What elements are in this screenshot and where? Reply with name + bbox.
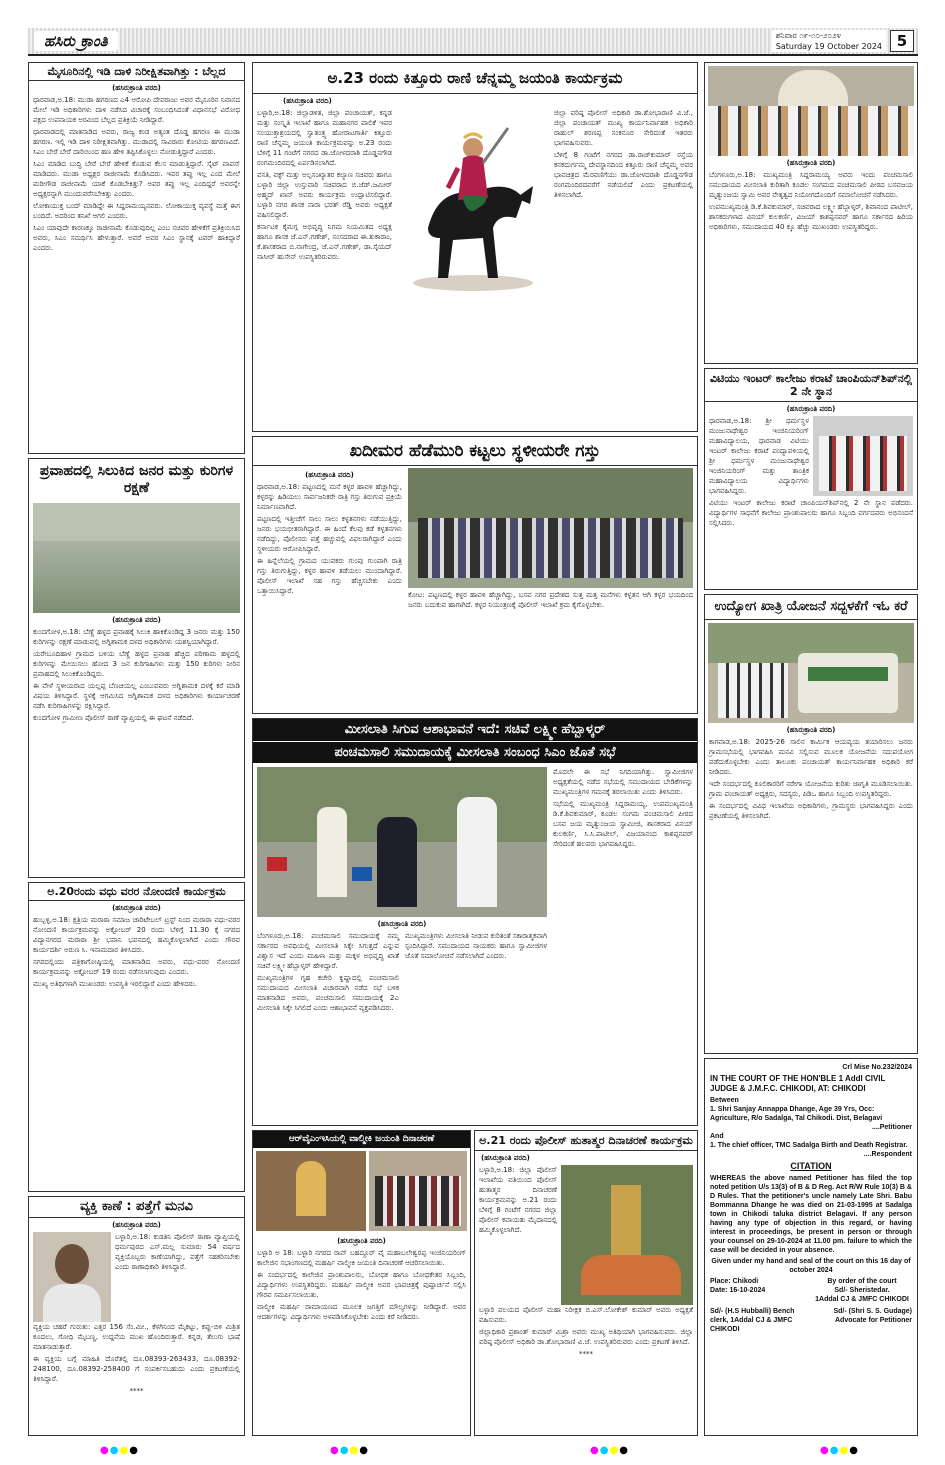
- article-credit: (ಹಸಿರುಕ್ರಾಂತಿ ವರದಿ): [337, 1236, 386, 1245]
- date: Date: 16-10-2024: [710, 1287, 766, 1294]
- and-label: And: [710, 1133, 724, 1140]
- end-mark: ****: [579, 1350, 593, 1359]
- article-body: [257, 108, 392, 302]
- case-number: Crl Mise No.232/2024: [842, 1064, 912, 1071]
- paragraph: ಸಿಎಂ ಮಾಡಿದ ಬುದ್ಧಿ ಬೇರೆ ಬೇರೆ ಹೇಳಿಕೆ ಕೊಡುವ ಕೆಲಸ ಮಾಡುತ್ತಿದ್ದಾರೆ. ಸೈಟ್ ವಾಪಸ್ ಮಾಡಿದರು. ಮುಡಾ ಅಧ್ಯಕ್ಷರ ರಾಜೀನಾಮೆ ಕೊಡಿಸಿದರು. ಇವರ ತಪ್ಪು ಇಲ್ಲ ಎಂದ ಮೇಲೆ ಮರೀಗೌಡ ರಾಜೀನಾಮೆ ಯಾಕೆ ಕೊಡಬೇಕಿತ್ತು? ಅವರ ತಪ್ಪು ಇಲ್ಲ ಎಂದಿದ್ದರೆ ಅವರನ್ನೇ ಅಧ್ಯಕ್ಷರನ್ನಾಗಿ ಮುಂದುವರೆಸಬೇಕಿತ್ತು ಎಂದರು.: [33, 160, 240, 199]
- article-body-continued: [475, 1305, 697, 1359]
- registration-mark: ●●●●: [330, 1445, 369, 1456]
- paragraph: ವಾಲ್ಮೀಕಿ ಮಹರ್ಷಿ ರಾಮಾಯಣದ ಮೂಲಕ ಜಗತ್ತಿಗೆ ಮೌಲ್ಯಗಳನ್ನು ನೀಡಿದ್ದಾರೆ. ಅವರ ಆದರ್ಶಗಳನ್ನು ವಿದ್ಯಾರ್ಥಿಗಳು ಅಳವಡಿಸಿಕೊಳ್ಳಬೇಕು ಎಂದು ಕರೆ ನೀಡಿದರು.: [257, 1302, 466, 1321]
- legal-notice: [704, 1058, 918, 1436]
- article-headline: ಖದೀಮರ ಹೆಡೆಮುರಿ ಕಟ್ಟಲು ಸ್ಥಳೀಯರೇ ಗಸ್ತು: [253, 437, 697, 466]
- place-date: [710, 1277, 765, 1304]
- paragraph: ಈ ಹಿನ್ನೆಲೆಯಲ್ಲಿ ಗ್ರಾಮದ ಯುವಕರು ಗುಂಪು ಗುಂಪಾಗಿ ರಾತ್ರಿ ಗಸ್ತು ತಿರುಗುತ್ತಿದ್ದು, ಕಳ್ಳರ ಹಾವಳಿ ತಡೆಯಲು ಮುಂದಾಗಿದ್ದಾರೆ. ಪೊಲೀಸ್ ಇಲಾಖೆ ಸಹ ಗಸ್ತು ಹೆಚ್ಚಿಸಬೇಕು ಎಂದು ಒತ್ತಾಯಿಸಿದ್ದಾರೆ.: [257, 557, 402, 596]
- article-body: [709, 416, 809, 498]
- paragraph: ಮೊದಲೇ ಈ ಸಭೆ ನಿಗದಿಯಾಗಿತ್ತು. ಸ್ವಾಮೀಜಿಗಳ ಅಧ್ಯಕ್ಷತೆಯಲ್ಲಿ ನಡೆದ ಸಭೆಯಲ್ಲಿ ಸಮುದಾಯದ ಬೇಡಿಕೆಗಳನ್ನು ಮುಖ್ಯಮಂತ್ರಿಗಳ ಗಮನಕ್ಕೆ ತರಲಾಯಿತು ಎಂದು ತಿಳಿಸಿದರು.: [553, 768, 693, 797]
- article-body-right: [554, 108, 693, 302]
- article-cm-meeting: [704, 62, 918, 364]
- column-left: [257, 468, 402, 612]
- paragraph: ಬಳ್ಳಾರಿ ಅ 18: ಬಳ್ಳಾರಿ ನಗರದ ರಾವ್ ಬಹದ್ದೂರ್ ವೈ ಮಹಾಬಲೇಶ್ವರಪ್ಪ ಇಂಜಿನಿಯರಿಂಗ್ ಕಾಲೇಜಿನ ಸಭಾಂಗಣದಲ್ಲಿ ಮಹರ್ಷಿ ವಾಲ್ಮೀಕಿ ಜಯಂತಿ ದಿನಾಚರಣೆ ಆಚರಿಸಲಾಯಿತು.: [257, 1248, 466, 1267]
- article-body: [257, 482, 402, 596]
- paragraph: ಉಪಮುಖ್ಯಮಂತ್ರಿ ಡಿ.ಕೆ.ಶಿವಕುಮಾರ್, ಸಚಿವರಾದ ಲಕ್ಷ್ಮೀ ಹೆಬ್ಬಾಳ್ಕರ್, ಶಿವಾನಂದ ಪಾಟೀಲ್, ಶಾಸಕರುಗಳಾದ ವಿನಯ್ ಕುಲಕರ್ಣಿ, ವಿಜಯ್ ಕಾಶಪ್ಪನವರ್ ಹಾಗೂ ಸರ್ಕಾರದ ಹಿರಿಯ ಅಧಿಕಾರಿಗಳು, ಸಮುದಾಯದ 40 ಕ್ಕೂ ಹೆಚ್ಚು ಮುಖಂಡರು ಉಪಸ್ಥಿತರಿದ್ದರು.: [709, 203, 913, 231]
- page-header: [28, 28, 918, 56]
- article-headline-line-2: ಪಂಚಮಸಾಲಿ ಸಮುದಾಯಕ್ಕೆ ಮೀಸಲಾತಿ ಸಂಬಂಧ ಸಿಎಂ ಜೊತೆ ಸಭೆ: [253, 741, 697, 764]
- paragraph: ಕಾಗವಾಡ,ಅ.18: 2025-26 ಸಾಲಿನ ಕಾರ್ಮಿಕ ಆಯವ್ಯಯ ತಯಾರಿಸಲು ಜನರು ಗ್ರಾಮಸಭೆಯಲ್ಲಿ ಭಾಗವಹಿಸಿ ಮನವಿ ಸಲ್ಲಿಸುವ ಮೂಲಕ ಯೋಜನೆಯ ಸದುಪಯೋಗ ಪಡೆದುಕೊಳ್ಳಬೇಕು ಎಂದು ತಾಲೂಕು ಪಂಚಾಯತ್ ಕಾರ್ಯನಿರ್ವಾಹಕ ಅಧಿಕಾರಿ ಕರೆ ನೀಡಿದರು.: [709, 737, 913, 776]
- article-credit: (ಹಸಿರುಕ್ರಾಂತಿ ವರದಿ): [786, 725, 836, 734]
- article-headline: ಪ್ರವಾಹದಲ್ಲಿ ಸಿಲುಕಿದ ಜನರ ಮತ್ತು ಕುರಿಗಳ ರಕ್ಷಣೆ: [39, 463, 234, 496]
- paragraph: ಜಿಲ್ಲಾ ವರಿಷ್ಠ ಪೊಲೀಸ್ ಅಧಿಕಾರಿ ಡಾ.ಶೋಭಾರಾಣಿ ವಿ.ಜೆ., ಜಿಲ್ಲಾ ಪಂಚಾಯತ್ ಮುಖ್ಯ ಕಾರ್ಯನಿರ್ವಾಹಕ ಅಧಿಕಾರಿ ರಾಹುಲ್ ಶರಣಪ್ಪ ಸಂಕನೂರ ಸೇರಿದಂತೆ ಇತರರು ಭಾಗವಹಿಸುವರು.: [554, 109, 693, 147]
- respondent-role: ....Respondent: [863, 1151, 912, 1158]
- paragraph: ಧಾರವಾಡ,ಅ.18: ಪಟ್ಟಣದಲ್ಲಿ ಮನೆ ಕಳ್ಳರ ಹಾವಳಿ ಹೆಚ್ಚಾಗಿದ್ದು, ಕಳ್ಳರನ್ನು ಹಿಡಿಯಲು ಸಾರ್ವಜನಿಕರೇ ರಾತ್ರಿ ಗಸ್ತು ತಿರುಗುವ ಪ್ರಕ್ರಿಯೆ ನಿರ್ಮಾಣವಾಗಿದೆ.: [257, 483, 402, 512]
- article-body: [705, 170, 917, 232]
- article-body: [257, 931, 399, 1015]
- respondent-details: 1. The chief officer, TMC Sadalga Birth and Death Registrar.: [710, 1142, 908, 1149]
- paragraph: ಧಾರವಾಡ,ಅ.18: ಮುಡಾ ಹಗರಣದ ಎ4 ಆರೋಪಿ ದೇವರಾಜು ಅವರ ಮೈಸೂರಿನ ನಿವಾಸದ ಮೇಲೆ ಇಡಿ ಅಧಿಕಾರಿಗಳು ದಾಳಿ ನಡೆಸಿದ ವಿಚಾರಕ್ಕೆ ಸಂಬಂಧಿಸಿದಂತೆ ವಿಧಾನಸಭೆ ವಿರೋಧ ಪಕ್ಷದ ಉಪನಾಯಕ ಅರವಿಂದ ಬೆಲ್ಲದ ಪ್ರತಿಕ್ರಿಯೆ ನೀಡಿದ್ದಾರೆ.: [33, 96, 240, 125]
- paragraph: ಕರ್ನಾಟಕ ಕೈಮಗ್ಗ ಅಭಿವೃದ್ಧಿ ನಿಗಮ ನಿಯಮಿತದ ಅಧ್ಯಕ್ಷ ಹಾಗೂ ಶಾಸಕ ಜೆ.ಎನ್.ಗಣೇಶ್, ಸಂಸದರಾದ ಈ.ತುಕಾರಾಂ, ಕೆ.ಶಾಸಕರಾದ ಬಿ.ನಾಗೇಂದ್ರ, ಜೆ.ಎನ್.ಗಣೇಶ್, ಡಾ.ಸೈಯದ್ ನಾಸೀರ್ ಹುಸೇನ್ ಉಪಸ್ಥಿತರಿರುವರು.: [257, 223, 392, 261]
- paragraph: ನಗರದಲ್ಲಿಂದು ಪತ್ರಿಕಾಗೋಷ್ಠಿಯಲ್ಲಿ ಮಾತನಾಡಿದ ಅವರು, ವಧು-ವರರ ನೋಂದಣಿ ಕಾರ್ಯಕ್ರಮವನ್ನು ಅಕ್ಟೋಬರ್ 19 ರಂದು ನಡೆಸಲಾಗುವುದು ಎಂದರು.: [33, 958, 240, 977]
- paragraph: ಬೆಂಗಳೂರು,ಅ.18: ಪಂಚಮಸಾಲಿ ಸಮುದಾಯಕ್ಕೆ ನಮ್ಮ ಸರ್ಕಾರದ ಅವಧಿಯಲ್ಲಿ ಮೀಸಲಾತಿ ಸಿಕ್ಕೇ ಸಿಗುತ್ತದೆ ಎನ್ನುವ ವಿಶ್ವಾಸ ಇದೆ ಎಂದು ಮಹಿಳಾ ಮತ್ತು ಮಕ್ಕಳ ಅಭಿವೃದ್ಧಿ ಖಾತೆ ಸಚಿವೆ ಲಕ್ಷ್ಮೀ ಹೆಬ್ಬಾಳ್ಕರ್ ಹೇಳಿದ್ದಾರೆ.: [257, 932, 399, 971]
- paragraph: ಬಳ್ಳಾರಿ ವಲಯದ ಪೊಲೀಸ್ ಮಹಾ ನಿರೀಕ್ಷಕ ಬಿ.ಎಸ್.ಲೋಕೇಶ್ ಕುಮಾರ್ ಅವರು ಅಧ್ಯಕ್ಷತೆ ವಹಿಸುವರು.: [479, 1306, 693, 1325]
- paragraph: ಪಟ್ಟಣದಲ್ಲಿ ಇತ್ತೀಚೆಗೆ ಸಾಲು ಸಾಲು ಕಳ್ಳತನಗಳು ನಡೆಯುತ್ತಿದ್ದು, ಜನರು ಭಯಭೀತರಾಗಿದ್ದಾರೆ. ಈ ಹಿಂದೆ ಕೆಲವು ಕಡೆ ಕಳ್ಳತನಗಳು ನಡೆದಿದ್ದು, ಪೊಲೀಸರು ಪತ್ತೆ ಹಚ್ಚುವಲ್ಲಿ ವಿಫಲರಾಗಿದ್ದಾರೆ ಎಂದು ಸ್ಥಳೀಯರು ಆರೋಪಿಸಿದ್ದಾರೆ.: [257, 515, 402, 554]
- article-body-right: [553, 767, 693, 1015]
- paragraph: ಜಿಲ್ಲಾಧಿಕಾರಿ ಪ್ರಶಾಂತ್ ಕುಮಾರ್ ಮಿಶ್ರಾ ಅವರು ಮುಖ್ಯ ಅತಿಥಿಯಾಗಿ ಭಾಗವಹಿಸುವರು. ಜಿಲ್ಲಾ ವರಿಷ್ಠ ಪೊಲೀಸ್ ಅಧಿಕಾರಿ ಡಾ.ಶೋಭಾರಾಣಿ ವಿ.ಜೆ. ಉಪಸ್ಥಿತರಿರುವರು ಎಂದು ಪ್ರಕಟಣೆ ತಿಳಿಸಿದೆ.: [479, 1328, 693, 1347]
- registration-mark: ●●●●: [820, 1445, 859, 1456]
- paragraph: ಬೆಂಗಳೂರು,ಅ.18: ಮುಖ್ಯಮಂತ್ರಿ ಸಿದ್ದರಾಮಯ್ಯ ಅವರು ಇಂದು ಪಂಚಮಸಾಲಿ ಸಮುದಾಯದ ಮೀಸಲಾತಿ ಕುರಿತಾಗಿ ಕೂಡಲ ಸಂಗಮದ ಪಂಚಮಸಾಲಿ ಪೀಠದ ಬಸವಜಯ ಮೃತ್ಯುಂಜಯ ಸ್ವಾಮಿ ಅವರ ನೇತೃತ್ವದ ನಿಯೋಗದೊಂದಿಗೆ ಸಮಾಲೋಚನೆ ನಡೆಸಿದರು.: [709, 171, 913, 199]
- article-headline: ಆರ್‌ವೈಎಂಇಸಿಯಲ್ಲಿ ವಾಲ್ಮೀಕಿ ಜಯಂತಿ ದಿನಾಚರಣೆ: [253, 1131, 470, 1148]
- police-memorial-photo: [561, 1165, 693, 1305]
- paragraph: ವಿಟಿಯು ಇಂಟರ್ ಕಾಲೇಜು ಕರಾಟೆ ಚಾಂಪಿಯನ್‌ಶಿಪ್‌ನಲ್ಲಿ 2 ನೇ ಸ್ಥಾನ ಪಡೆದರು. ವಿದ್ಯಾರ್ಥಿಗಳ ಸಾಧನೆಗೆ ಕಾಲೇಜು ಪ್ರಾಂಶುಪಾಲರು ಹಾಗೂ ಸಿಬ್ಬಂದಿ ವರ್ಗದವರು ಅಭಿನಂದನೆ ಸಲ್ಲಿಸಿದರು.: [709, 499, 913, 528]
- article-mysuru: [28, 62, 245, 454]
- article-wedding: [28, 882, 245, 1192]
- paragraph: ವ್ಯಕ್ತಿಯ ಚಹರೆ ಗುರುತು: ಎತ್ತರ 156 ಸೆಂ.ಮೀ., ಕೆಳಗಿನಿಂದ ಮೈಕಟ್ಟು, ಕಪ್ಪು-ಬಿಳಿ ಮಿಶ್ರಿತ ಕೂದಲು, ಗೋಧಿ ಮೈಬಣ್ಣ, ಉದ್ದನೆಯ ಮುಖ ಹೊಂದಿರುತ್ತಾರೆ. ಕನ್ನಡ, ತೆಲುಗು ಭಾಷೆ ಮಾತನಾಡುತ್ತಾರೆ.: [33, 1322, 240, 1351]
- article-headline: ಮೈಸೂರಿನಲ್ಲಿ ಇಡಿ ದಾಳಿ ನಿರೀಕ್ಷಿತವಾಗಿತ್ತು : ಬೆಲ್ಲದ: [29, 63, 244, 81]
- paragraph: ಬಳ್ಳಾರಿ,ಅ.18: ಕುಡತಿನಿ ಪೊಲೀಸ್ ಠಾಣಾ ವ್ಯಾಪ್ತಿಯಲ್ಲಿ ಧರ್ಮಪುರದ ಎಸ್.ಮಲ್ಲ ಸುಮಾರು 54 ವರ್ಷದ ವ್ಯಕ್ತಿಯೊಬ್ಬರು ಕಾಣೆಯಾಗಿದ್ದು, ಪತ್ತೆಗೆ ಸಹಕರಿಸಬೇಕು ಎಂದು ಠಾಣಾಧಿಕಾರಿ ತಿಳಿಸಿದ್ದಾರೆ.: [115, 1232, 240, 1271]
- bench-clerk-sign: Sd/- (H.S Hubballi) Bench clerk, 1Addal CJ & JMFC CHIKODI: [710, 1308, 795, 1333]
- paragraph: ಈ ಸಂದರ್ಭದಲ್ಲಿ ಕಾಲೇಜಿನ ಪ್ರಾಂಶುಪಾಲರು, ಬೋಧಕ ಹಾಗೂ ಬೋಧಕೇತರ ಸಿಬ್ಬಂದಿ, ವಿದ್ಯಾರ್ಥಿಗಳು ಉಪಸ್ಥಿತರಿದ್ದರು. ಮಹರ್ಷಿ ವಾಲ್ಮೀಕಿ ಅವರ ಭಾವಚಿತ್ರಕ್ಕೆ ಪುಷ್ಪಾರ್ಚನೆ ಸಲ್ಲಿಸಿ ಗೌರವ ಸಮರ್ಪಿಸಲಾಯಿತು.: [257, 1270, 466, 1299]
- paragraph: ಲೋಕಾಯುಕ್ತ ಬಂದ್ ಮಾಡಿದ್ದೇ ಈ ಸಿದ್ದರಾಮಯ್ಯನವರು. ಲೋಕಾಯುಕ್ತ ವ್ಯವಸ್ಥೆ ಮತ್ತೆ ಈಗ ಬಂದಿದೆ. ಅದರಿಂದ ತನಿಖೆ ಆಗಲಿ ಎಂದರು.: [33, 202, 240, 221]
- between-label: Between: [710, 1097, 739, 1104]
- paragraph: ಬೆಳಿಗ್ಗೆ 8 ಗಂಟೆಗೆ ನಗರದ ಡಾ.ರಾಜ್‍ಕುಮಾರ್ ರಸ್ತೆಯ ಕನಕದುರ್ಗಮ್ಮ ದೇವಸ್ಥಾನದಿಂದ ಕಿತ್ತೂರು ರಾಣಿ ಚೆನ್ನಮ್ಮ ಅವರ ಭಾವಚಿತ್ರದ ಮೆರವಣಿಗೆಯು ಡಾ.ಜೋಳದರಾಶಿ ದೊಡ್ಡನಗೌಡ ರಂಗಮಂದಿರದವರೆಗೆ ನಡೆಯಲಿದೆ ಎಂದು ಪ್ರಕಟಣೆಯಲ್ಲಿ ತಿಳಿಸಲಾಗಿದೆ.: [554, 151, 693, 199]
- paragraph: ಧಾರವಾಡದಲ್ಲಿ ಮಾತನಾಡಿದ ಅವರು, ರಾಜ್ಯ ಕಂಡ ಅತ್ಯಂತ ದೊಡ್ಡ ಹಗರಣ ಈ ಮುಡಾ ಹಗರಣ. ಇಲ್ಲಿ ಇಡಿ ದಾಳಿ ನಿರೀಕ್ಷಿತವಾಗಿತ್ತು. ಮುಡಾದಲ್ಲಿ ಸಾವಿರಾರು ಕೋಟಿಯ ಹಗರಣವಿದೆ. ಸಿಎಂ ಬೇರೆ ಬೇರೆ ದಾರಿಯಿಂದ ಹಣ ಹೇಳಿ ತಪ್ಪಿಸಿಕೊಳ್ಳಲು ನೋಡುತ್ತಿದ್ದಾರೆ ಎಂದರು.: [33, 128, 240, 157]
- paragraph: ವಸತಿ, ವಕ್ಫ್ ಮತ್ತು ಅಲ್ಪಸಂಖ್ಯಾತರ ಕಲ್ಯಾಣ ಸಚಿವರು ಹಾಗೂ ಬಳ್ಳಾರಿ ಜಿಲ್ಲಾ ಉಸ್ತುವಾರಿ ಸಚಿವರಾದ ಬಿ.ಜೆಡ್.ಜಮೀರ್ ಅಹ್ಮದ್ ಖಾನ್ ಅವರು ಕಾರ್ಯಕ್ರಮ ಉದ್ಘಾಟಿಸಲಿದ್ದಾರೆ. ಬಳ್ಳಾರಿ ನಗರ ಶಾಸಕ ನಾರಾ ಭರತ್ ರೆಡ್ಡಿ ಅವರು ಅಧ್ಯಕ್ಷತೆ ವಹಿಸಲಿದ್ದಾರೆ.: [257, 171, 392, 219]
- paragraph: ಇದೇ ಸಂದರ್ಭದಲ್ಲಿ ಕೂಲಿಕಾರರಿಗೆ ನರೇಗಾ ಯೋಜನೆಯ ಕುರಿತು ಜಾಗೃತಿ ಮೂಡಿಸಲಾಯಿತು. ಗ್ರಾಮ ಪಂಚಾಯತ್ ಅಧ್ಯಕ್ಷರು, ಸದಸ್ಯರು, ಪಿಡಿಒ ಹಾಗೂ ಸಿಬ್ಬಂದಿ ಉಪಸ್ಥಿತರಿದ್ದರು.: [709, 779, 913, 798]
- valmiki-photo-left: [256, 1151, 366, 1231]
- article-body-continued: [705, 498, 917, 528]
- article-body: [29, 95, 244, 253]
- article-body: [29, 915, 244, 989]
- page-number: 5: [890, 30, 914, 52]
- registration-mark: ●●●●: [590, 1445, 629, 1456]
- minister-press-photo: [257, 767, 547, 917]
- article-body-continued: [29, 1322, 244, 1396]
- cm-meeting-photo: [708, 66, 914, 156]
- article-credit: (ಹಸಿರುಕ್ರಾಂತಿ ವರದಿ): [481, 1154, 530, 1163]
- issue-date: [772, 30, 886, 52]
- court-sign: 1Addal CJ & JMFC CHIKODI: [815, 1296, 909, 1303]
- chennamma-illustration-wrap: [398, 108, 548, 302]
- article-body: [253, 1248, 470, 1322]
- article-credit: (ಹಸಿರುಕ್ರಾಂತಿ ವರದಿ): [112, 904, 161, 913]
- article-headline: ವ್ಯಕ್ತಿ ಕಾಣೆ : ಪತ್ತೆಗೆ ಮನವಿ: [29, 1197, 244, 1218]
- paper-name: ಹಸಿರು ಕ್ರಾಂತಿ: [34, 31, 118, 51]
- place: Place: Chikodi: [710, 1278, 759, 1285]
- paragraph: ಈ ವೇಳೆ ಸ್ಥಳೀಯರಾದ ಯಲ್ಲಪ್ಪ ಬೆಣಚಿಯಲ್ಲ ಎಂಬುವವರು ಅಗ್ನಿಶಾಮಕ ದಳಕ್ಕೆ ಕರೆ ಮಾಡಿ ವಿಷಯ ತಿಳಿಸಿದ್ದಾರೆ. ಸ್ಥಳಕ್ಕೆ ಆಗಮಿಸಿದ ಅಗ್ನಿಶಾಮಕ ದಳದ ಅಧಿಕಾರಿಗಳು ಕಾರ್ಯಾಚರಣೆ ನಡೆಸಿ ಕುರಿಗಾಹಿಗಳನ್ನು ರಕ್ಷಿಸಿದ್ದಾರೆ.: [33, 681, 240, 710]
- article-body-mid: [405, 931, 547, 1015]
- paragraph: ಬಳ್ಳಾರಿ,ಅ.18: ಜಿಲ್ಲಾಡಳಿತ, ಜಿಲ್ಲಾ ಪಂಚಾಯತ್, ಕನ್ನಡ ಮತ್ತು ಸಂಸ್ಕೃತಿ ಇಲಾಖೆ ಹಾಗೂ ಮಹಾನಗರ ಪಾಲಿಕೆ ಇವರ ಸಂಯುಕ್ತಾಶ್ರಯದಲ್ಲಿ ಸ್ವಾತಂತ್ರ್ಯ ಹೋರಾಟಗಾರ್ತಿ ಕಿತ್ತೂರು ರಾಣಿ ಚೆನ್ನಮ್ಮ ಜಯಂತಿ ಕಾರ್ಯಕ್ರಮವನ್ನು ಅ.23 ರಂದು ಬೆಳಿಗ್ಗೆ 11 ಗಂಟೆಗೆ ನಗರದ ಡಾ.ಜೋಳದರಾಶಿ ದೊಡ್ಡನಗೌಡ ರಂಗಮಂದಿರದಲ್ಲಿ ಏರ್ಪಡಿಸಲಾಗಿದೆ.: [257, 109, 392, 167]
- article-body: [479, 1165, 557, 1305]
- paragraph: ಈ ವ್ಯಕ್ತಿಯ ಬಗ್ಗೆ ಮಾಹಿತಿ ದೊರೆತಲ್ಲಿ ದೂ.08393-263433, ದೂ.08392-248100, ದೂ.08392-258400 ಗೆ ಸಂಪರ್ಕಿಸಬಹುದು ಎಂದು ಪ್ರಕಟಣೆಯಲ್ಲಿ ತಿಳಿಸಿದ್ದಾರೆ.: [33, 1354, 240, 1383]
- paragraph: ಸಭೆಯಲ್ಲಿ ಮುಖ್ಯಮಂತ್ರಿ ಸಿದ್ದರಾಮಯ್ಯ, ಉಪಮುಖ್ಯಮಂತ್ರಿ ಡಿ.ಕೆ.ಶಿವಕುಮಾರ್, ಕೂಡಲ ಸಂಗಮ ಪಂಚಮಸಾಲಿ ಪೀಠದ ಬಸವ ಜಯ ಮೃತ್ಯುಂಜಯ ಸ್ವಾಮೀಜಿ, ಶಾಸಕರಾದ ವಿನಯ್ ಕುಲಕರ್ಣಿ, ಸಿ.ಸಿ.ಪಾಟೀಲ್, ವಿಜಯಾನಂದ ಕಾಶಪ್ಪನವರ್ ಸೇರಿದಂತೆ ಹಲವರು ಭಾಗವಹಿಸಿದ್ದರು.: [553, 800, 693, 849]
- paragraph: ಸಿಎಂ ಯಾವುದೇ ಕಾರಣಕ್ಕೂ ರಾಜೀನಾಮೆ ಕೊಡುವುದಿಲ್ಲ ಎಂಬ ಸಚಿವರ ಹೇಳಿಕೆಗೆ ಪ್ರತಿಕ್ರಿಯಿಸಿದ ಅವರು, ಸಿಎಂ ಸಮರ್ಥಿಸಿ ಹೇಳುತ್ತಾರೆ. ಅವರೆ ಅವರ ಸಿಎಂ ಸ್ಥಾನಕ್ಕೆ ಟವರ್ ಹಾಕಿದ್ದಾರೆ ಎಂದರು.: [33, 224, 240, 253]
- issue-date-kannada: ಶನಿವಾರ ೧೯-೧೦-೨೦೨೪: [775, 31, 841, 40]
- paragraph: ಬಳ್ಳಾರಿ,ಅ.18: ಜಿಲ್ಲಾ ಪೊಲೀಸ್ ಇಲಾಖೆಯ ವತಿಯಿಂದ ಪೊಲೀಸ್ ಹುತಾತ್ಮರ ದಿನಾಚರಣೆ ಕಾರ್ಯಕ್ರಮವನ್ನು ಅ.21 ರಂದು ಬೆಳಿಗ್ಗೆ 8 ಗಂಟೆಗೆ ನಗರದ ಜಿಲ್ಲಾ ಪೊಲೀಸ್ ಕವಾಯತು ಮೈದಾನದಲ್ಲಿ ಹಮ್ಮಿಕೊಳ್ಳಲಾಗಿದೆ.: [479, 1166, 557, 1235]
- patrol-group-photo: [408, 468, 693, 588]
- article-missing-person: [28, 1196, 245, 1436]
- article-karate: [704, 368, 918, 590]
- valmiki-photo-right: [369, 1151, 467, 1231]
- advocate-sign: Sd/- (Shri S. S. Gudage) Advocate for Petitioner: [833, 1308, 912, 1324]
- article-credit: (ಹಸಿರುಕ್ರಾಂತಿ ವರದಿ): [283, 97, 332, 105]
- paragraph: ಈ ಸಂದರ್ಭದಲ್ಲಿ ವಿವಿಧ ಇಲಾಖೆಯ ಅಧಿಕಾರಿಗಳು, ಗ್ರಾಮಸ್ಥರು ಭಾಗವಹಿಸಿದ್ದರು ಎಂದು ಪ್ರಕಟಣೆಯಲ್ಲಿ ತಿಳಿಸಲಾಗಿದೆ.: [709, 801, 913, 820]
- end-mark: ****: [129, 1386, 144, 1395]
- issue-date-english: Saturday 19 October 2024: [775, 42, 882, 51]
- article-body-right: [408, 588, 693, 610]
- udyoga-vehicle-photo: [708, 623, 914, 723]
- court-order-sign: [812, 1277, 912, 1304]
- citation-body: WHEREAS the above named Petitioner has filed the top noted petition U/s 13(3) of B & D Reg. Act R/W Rule 10(3) B & D Rules. That the petitioner's uncle namely Late Shri. Babu Bommanna Dhange he was died on 21-03-1995 at Sadalga town in Chikodi taluka district Belagavi. If any person having any type of objection in this regard, or having interest in proceedings, be present in person or through your counsel on 29-10-2024 at 11.00 pm. failure to which the case will be decided in your absence.: [710, 1175, 912, 1254]
- paragraph: ಯರೇಬೂದಿಹಾಳ ಗ್ರಾಮದ ಬಳಿಯ ಬೆಣ್ಣೆ ಹಳ್ಳದ ಪ್ರವಾಹ ಹೆಚ್ಚಿದ ಪರಿಣಾಮ ಹಳ್ಳದಲ್ಲಿ ಕುರಿಗಳನ್ನು ಮೇಯಿಸಲು ಹೋದ 3 ಜನ ಕುರಿಗಾಹಿಗಳು ಮತ್ತು 150 ಕುರಿಗಳು ನೀರಿನ ಪ್ರವಾಹದಲ್ಲಿ ಸಿಲುಕಿಕೊಂಡಿದ್ದರು.: [33, 649, 240, 678]
- court-title: IN THE COURT OF THE HON'BLE 1 Addl CIVIL JUDGE & J.M.F.C. CHIKODI, AT: CHIKODI: [710, 1074, 886, 1093]
- article-credit: (ಹಸಿರುಕ್ರಾಂತಿ ವರದಿ): [112, 615, 161, 624]
- given-under: Given under my hand and seal of the court on this 16 day of october 2024: [711, 1258, 911, 1274]
- article-valmiki-jayanti: [252, 1130, 471, 1436]
- article-khadeema-patrol: [252, 436, 698, 714]
- article-credit: (ಹಸಿರುಕ್ರಾಂತಿ ವರದಿ): [112, 1220, 161, 1229]
- article-credit: (ಹಸಿರುಕ್ರಾಂತಿ ವರದಿ): [786, 405, 836, 414]
- paragraph: ಮುಖ್ಯಮಂತ್ರಿಗಳು ಮೀಸಲಾತಿ ನೀಡುವ ಕುರಿತಂತೆ ಸಕಾರಾತ್ಮಕವಾಗಿ ಸ್ಪಂದಿಸಿದ್ದಾರೆ. ಸಮುದಾಯದ ನಾಯಕರು ಹಾಗೂ ಸ್ವಾಮೀಜಿಗಳ ಜೊತೆ ಸಮಾಲೋಚನೆ ನಡೆಸಲಾಗಿದೆ ಎಂದರು.: [405, 932, 547, 961]
- article-credit: (ಹಸಿರುಕ್ರಾಂತಿ ವರದಿ): [377, 920, 427, 929]
- paragraph: ಕುಂದಗೋಳ,ಅ.18: ಬೆಣ್ಣೆ ಹಳ್ಳದ ಪ್ರವಾಹಕ್ಕೆ ಸಿಲುಕಿ ಹಾಕಿಕೊಂಡಿದ್ದ 3 ಜನರು ಮತ್ತು 150 ಕುರಿಗಳನ್ನು ರಕ್ಷಣೆ ಮಾಡುವಲ್ಲಿ ಅಗ್ನಿಶಾಮಕ ದಳದ ಅಧಿಕಾರಿಗಳು ಯಶಸ್ವಿಯಾಗಿದ್ದಾರೆ.: [33, 627, 240, 646]
- article-headline: ಅ.21 ರಂದು ಪೊಲೀಸ್ ಹುತಾತ್ಮರ ದಿನಾಚರಣೆ ಕಾರ್ಯಕ್ರಮ: [475, 1131, 697, 1151]
- paragraph: ಧಾರವಾಡ,ಅ.18: ಶ್ರೀ ಧರ್ಮಸ್ಥಳ ಮಂಜುನಾಥೇಶ್ವರ ಇಂಜಿನಿಯರಿಂಗ್ ಮಹಾವಿದ್ಯಾಲಯ, ಧಾರವಾಡ ವಿಟಿಯು ಇಂಟರ್ ಕಾಲೇಜು ಕರಾಟೆ ಪಂದ್ಯಾವಳಿಯಲ್ಲಿ ಶ್ರೀ ಧರ್ಮಸ್ಥಳ ಮಂಜುನಾಥೇಶ್ವರ ಇಂಜಿನಿಯರಿಂಗ್ ಮತ್ತು ತಾಂತ್ರಿಕ ಮಹಾವಿದ್ಯಾಲಯ ವಿದ್ಯಾರ್ಥಿಗಳು ಭಾಗವಹಿಸಿದ್ದರು.: [709, 417, 809, 496]
- petitioner-role: ....Petitioner: [871, 1124, 912, 1131]
- missing-person-photo: [33, 1232, 111, 1322]
- article-udyoga-khatri: [704, 594, 918, 1054]
- citation-title: CITATION: [790, 1161, 832, 1171]
- article-reservation: [252, 718, 698, 1126]
- paragraph: ಕುಂದಗೋಳ ಗ್ರಾಮೀಣ ಪೊಲೀಸ್ ಠಾಣೆ ವ್ಯಾಪ್ತಿಯಲ್ಲಿ ಈ ಘಟನೆ ನಡೆದಿದೆ.: [33, 713, 194, 722]
- petitioner-details: 1. Shri Sanjay Annappa Dhange, Age 39 Yrs, Occ: Agriculture, R/o Sadalga, Tal Chikodi. Dist, Belagavi: [710, 1106, 883, 1122]
- article-headline: ಅ.23 ರಂದು ಕಿತ್ತೂರು ರಾಣಿ ಚೆನ್ನಮ್ಮ ಜಯಂತಿ ಕಾರ್ಯಕ್ರಮ: [253, 63, 697, 94]
- karate-team-photo: [813, 416, 913, 496]
- article-headline: ವಿಟಿಯು ಇಂಟರ್ ಕಾಲೇಜು ಕರಾಟೆ ಚಾಂಪಿಯನ್‌ಶಿಪ್‌ನಲ್ಲಿ 2 ನೇ ಸ್ಥಾನ: [705, 369, 917, 402]
- paragraph: ಹುಬ್ಬಳ್ಳಿ,ಅ.18: ಕ್ಷತ್ರಿಯ ಮರಾಠಾ ಸಮಾಜ ಚಾರಿಟೇಬಲ್ ಟ್ರಸ್ಟ್ ನಿಂದ ಮರಾಠಾ ವಧು-ವರರ ನೋಂದಣಿ ಕಾರ್ಯಕ್ರಮವನ್ನು ಅಕ್ಟೋಬರ್ 20 ರಂದು ಬೆಳಿಗ್ಗೆ 11.30 ಕ್ಕೆ ನಗರದ ವಿದ್ಯಾನಗರದ ಮರಾಠಾ ಶ್ರೀ ಭವಾನಿ ಭವನದಲ್ಲಿ ಹಮ್ಮಿಕೊಳ್ಳಲಾಗಿದೆ ಎಂದು ಗೌರವ ಕಾರ್ಯದರ್ಶಿ ಅರುಣ ಸಿ. ಇನಾಮದಾರ ತಿಳಿಸಿದರು.: [33, 916, 240, 955]
- registration-mark: ●●●●: [100, 1445, 139, 1456]
- article-police-martyrs: [474, 1130, 698, 1436]
- paragraph: ಕೋಟ: ಪಟ್ಟಣದಲ್ಲಿ ಕಳ್ಳರ ಹಾವಳಿ ಹೆಚ್ಚಾಗಿದ್ದು, ಬಸವ ನಗರ ಪ್ರದೇಶದ ಸುತ್ತ ಮತ್ತ ಮನೆಗಳು ಕಳ್ಳತನ ಆಗಿ ಕಳ್ಳರ ಭಯದಿಂದ ಜನರು ಬದುಕುವ ಹಾಗಾಗಿದೆ. ಕಳ್ಳರ ನಿಯಂತ್ರಣಕ್ಕೆ ಪೊಲೀಸ್ ಇಲಾಖೆ ಕ್ರಮ ಕೈಗೊಳ್ಳಬೇಕು.: [408, 591, 693, 610]
- article-credit: (ಹಸಿರುಕ್ರಾಂತಿ ವರದಿ): [786, 159, 836, 167]
- article-headline: ಉದ್ಯೋಗ ಖಾತ್ರಿ ಯೋಜನೆ ಸದ್ಬಳಕೆಗೆ ಇಓ ಕರೆ: [705, 595, 917, 620]
- article-headline-line-1: ಮೀಸಲಾತಿ ಸಿಗುವ ಆಶಾಭಾವನೆ ಇದೆ: ಸಚಿವೆ ಲಕ್ಷ್ಮೀ ಹೆಬ್ಬಾಳ್ಕರ್: [253, 719, 697, 741]
- article-flood: [28, 458, 245, 878]
- flood-photo: [33, 503, 240, 613]
- article-body: [115, 1232, 240, 1322]
- chennamma-horse-illustration: [398, 108, 548, 298]
- paragraph: ಮುಖ್ಯಮಂತ್ರಿಗಳ ಗೃಹ ಕಚೇರಿ ಕೃಷ್ಣಾದಲ್ಲಿ ಪಂಚಮಸಾಲಿ ಸಮುದಾಯದ ಮೀಸಲಾತಿ ವಿಚಾರವಾಗಿ ನಡೆದ ಸಭೆ ಬಳಿಕ ಮಾತನಾಡಿದ ಅವರು, ಪಂಚಮಸಾಲಿ ಸಮುದಾಯಕ್ಕೆ 2ಎ ಮೀಸಲಾತಿ ಸಿಕ್ಕೇ ಸಿಗಲಿದೆ ಎಂದು ಆಶಾಭಾವನೆ ವ್ಯಕ್ತಪಡಿಸಿದರು.: [257, 974, 399, 1013]
- article-headline: ಅ.20ರಂದು ವಧು ವರರ ನೋಂದಣಿ ಕಾರ್ಯಕ್ರಮ: [29, 883, 244, 901]
- article-chennamma-jayanti: [252, 62, 698, 432]
- sheristedar: Sd/- Sheristedar.: [834, 1287, 890, 1294]
- paragraph: ಮುಖ್ಯ ಅತಿಥಿಗಳಾಗಿ ಮುಖಂಡರು ಉಪಸ್ಥಿತಿ ಇರಲಿದ್ದಾರೆ ಎಂದು ಹೇಳಿದರು.: [33, 980, 197, 989]
- article-credit: (ಹಸಿರುಕ್ರಾಂತಿ ವರದಿ): [305, 471, 354, 480]
- article-body: [705, 737, 917, 821]
- article-body: [29, 627, 244, 723]
- by-order: By order of the court: [827, 1278, 897, 1285]
- article-credit: (ಹಸಿರುಕ್ರಾಂತಿ ವರದಿ): [112, 84, 161, 93]
